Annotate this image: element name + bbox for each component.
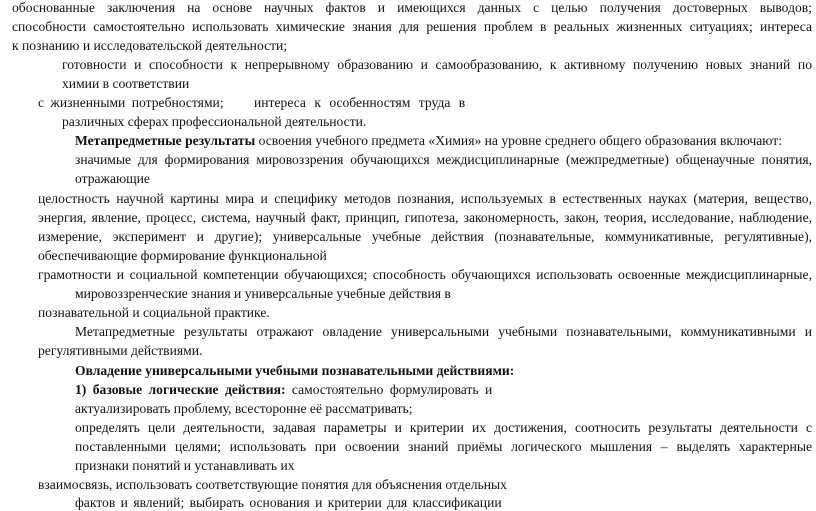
text-line: фактов и явлений; выбирать основания и критерии для классификации — [75, 495, 502, 510]
text-line: познавательной и социальной практике. — [38, 305, 270, 320]
text-line: способности самостоятельно использовать химические знания для решения проблем в реальных жизненных ситуациях; интереса — [12, 19, 812, 34]
text-line: целостность научной картины мира и специфику методов познания, используемых в естественных науках (материя, вещество, — [38, 191, 812, 206]
text-line: поставленными целями; использовать при освоении знаний приёмы логического мышления – выделять характерные — [75, 439, 812, 454]
logic-actions-heading: 1) базовые логические действия: — [75, 382, 286, 397]
meta-results-heading: Метапредметные результаты — [75, 133, 256, 148]
logic-actions-line — [75, 381, 492, 398]
text-line: к познанию и исследовательской деятельности; — [12, 38, 288, 53]
text-line: самостоятельно формулировать и — [285, 382, 493, 397]
text-line: различных сферах профессиональной деятельности. — [62, 114, 367, 129]
text-line: актуализировать проблему, всесторонне её рассматривать; — [75, 401, 413, 416]
text-line: Метапредметные результаты отражают овладение универсальными учебными познавательными, коммуникативными и — [75, 324, 812, 339]
text-line: обеспечивающие формирование функциональной — [38, 248, 327, 263]
text-line: грамотности и социальной компетенции обучающихся; способность обучающихся использовать освоенные междисциплинарные, — [38, 267, 812, 282]
text-line: определять цели деятельности, задавая параметры и критерии их достижения, соотносить результаты деятельности с — [75, 420, 812, 435]
meta-results-heading-line — [75, 132, 782, 149]
section-heading: Овладение универсальными учебными познавательными действиями: — [75, 363, 515, 378]
text-line: измерение, эксперимент и другие); универсальные учебные действия (познавательные, коммуникативные, регулятивные), — [38, 229, 812, 244]
text-line: мировоззренческие знания и универсальные учебные действия в — [75, 286, 451, 301]
text-line: интереса к особенностям труда в — [254, 95, 466, 110]
text-line: отражающие — [75, 171, 150, 186]
text-line: значимые для формирования мировоззрения обучающихся междисциплинарные (межпредметные) общенаучные понятия, — [75, 152, 812, 167]
text-line: признаки понятий и устанавливать их — [75, 458, 295, 473]
text-line: освоения учебного предмета «Химия» на уровне среднего общего образования включают: — [255, 133, 782, 148]
text-line: с жизненными потребностями; — [38, 95, 224, 110]
text-line: регулятивными действиями. — [38, 343, 203, 358]
text-line: взаимосвязь, использовать соответствующие понятия для объяснения отдельных — [38, 477, 507, 492]
text-line: химии в соответствии — [62, 76, 190, 91]
text-line: обоснованные заключения на основе научных фактов и имеющихся данных с целью получения достоверных выводов; — [12, 0, 812, 15]
text-line: готовности и способности к непрерывному образованию и самообразованию, к активному получению новых знаний по — [62, 57, 812, 72]
text-line: энергия, явление, процесс, система, научный факт, принцип, гипотеза, закономерность, закон, теория, исследование, наблюдение, — [38, 210, 812, 225]
